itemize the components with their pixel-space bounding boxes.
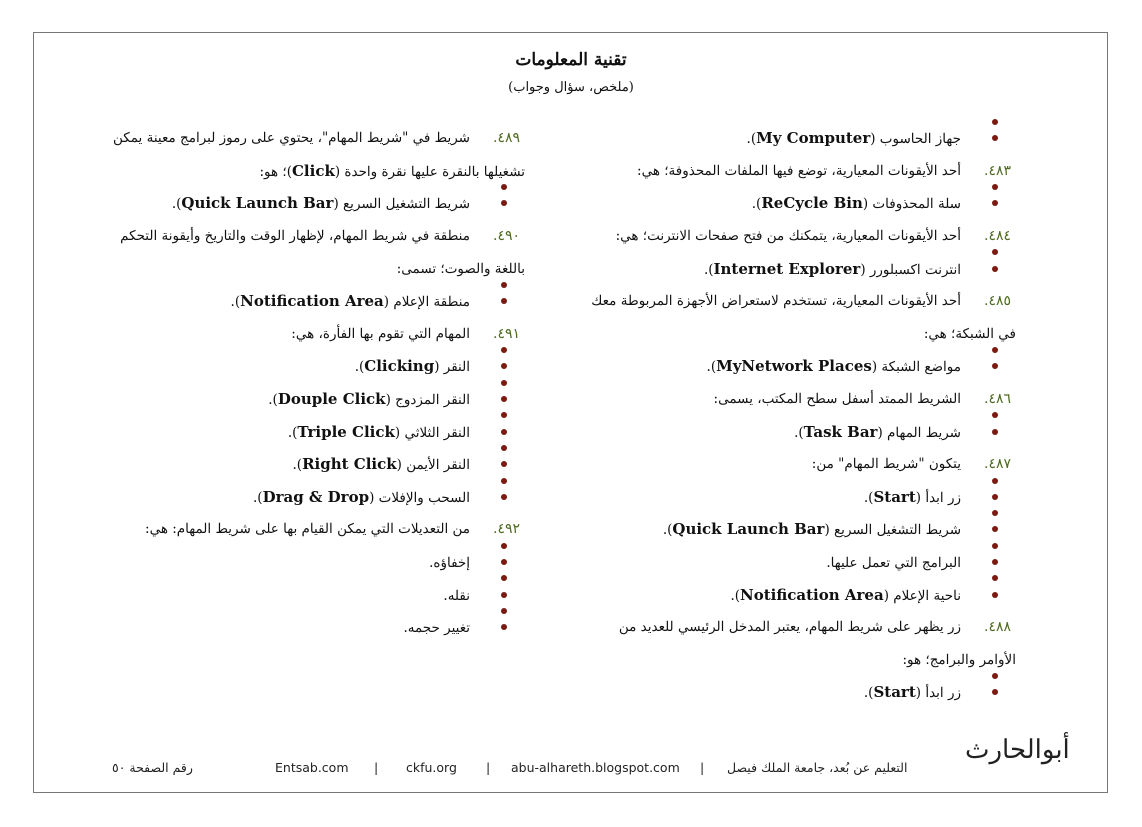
arabic-text: أحد الأيقونات المعيارية، تستخدم لاستعراض الأجهزة المربوطة معك — [591, 293, 961, 310]
english-term: Notification Area — [740, 585, 884, 604]
left-column — [5, 122, 525, 644]
arabic-text: البرامج التي تعمل عليها. — [826, 555, 961, 572]
arabic-text: في الشبكة؛ هي: — [923, 325, 1016, 342]
english-term: Task Bar — [803, 422, 878, 441]
arabic-text: الشريط الممتد أسفل سطح المكتب، يسمى: — [713, 391, 961, 408]
arabic-text: منطقة الإعلام ( — [383, 294, 470, 311]
item-text — [619, 619, 961, 635]
question-number: ٤٨٦. — [983, 391, 1011, 408]
answer-row — [292, 448, 525, 481]
english-term: Right Click — [302, 455, 397, 474]
continuation-row — [496, 318, 1016, 351]
closing-text: ). — [863, 685, 874, 702]
closing-text: ). — [253, 489, 263, 506]
english-term: Drag & Drop — [262, 487, 370, 506]
question-number: ٤٨٨. — [983, 619, 1011, 636]
arabic-text: النقر الأيمن ( — [396, 457, 470, 474]
item-text — [752, 194, 961, 212]
item-text — [826, 553, 961, 571]
answer-row — [443, 578, 525, 611]
answer-row — [794, 415, 1016, 448]
answer-row — [703, 252, 1016, 285]
arabic-text: جهاز الحاسوب ( — [870, 131, 961, 148]
closing-text: ). — [230, 294, 241, 311]
question-row — [496, 220, 1016, 253]
footer-site-entsab[interactable]: Entsab.com — [275, 760, 349, 775]
answer-row — [403, 611, 525, 644]
arabic-text: شريط في "شريط المهام"، يحتوي على رموز لبرامج معينة يمكن — [113, 130, 470, 147]
page-subtitle: (ملخص، سؤال وجواب) — [508, 80, 634, 95]
item-text — [924, 326, 1016, 342]
english-term: Douple Click — [277, 390, 386, 409]
item-text — [591, 293, 961, 309]
arabic-text: تغيير حجمه. — [403, 620, 470, 637]
arabic-text: زر ابدأ ( — [915, 489, 961, 506]
footer-separator: | — [486, 760, 491, 775]
footer-site-blog[interactable]: abu-alhareth.blogspot.com — [511, 760, 680, 775]
closing-text: ). — [751, 196, 762, 213]
arabic-text: المهام التي تقوم بها الفأرة، هي: — [291, 325, 470, 342]
arabic-text: من التعديلات التي يمكن القيام بها على شريط المهام: هي: — [145, 521, 470, 538]
continuation-row — [5, 252, 525, 285]
continuation-row — [496, 644, 1016, 677]
closing-text: ). — [706, 359, 717, 376]
item-text — [616, 228, 961, 244]
answer-row — [429, 546, 525, 579]
arabic-text: أحد الأيقونات المعيارية، توضع فيها الملفات المحذوفة؛ هي: — [637, 162, 961, 179]
english-term: Notification Area — [240, 292, 384, 311]
footer-separator: | — [700, 760, 705, 775]
question-row — [5, 122, 525, 155]
arabic-text: الأوامر والبرامج؛ هو: — [902, 651, 1016, 668]
answer-row — [287, 415, 525, 448]
item-text — [291, 326, 470, 342]
closing-text: ). — [171, 196, 182, 213]
question-row — [5, 318, 525, 351]
english-term: ReCycle Bin — [761, 194, 863, 213]
closing-text: ). — [292, 457, 303, 474]
answer-row — [171, 187, 525, 220]
page-title: تقنية المعلومات — [515, 50, 627, 70]
question-row — [496, 611, 1016, 644]
answer-row — [268, 383, 525, 416]
arabic-text: تشغيلها بالنقرة عليها نقرة واحدة ( — [334, 163, 525, 180]
item-text — [231, 292, 470, 310]
closing-text: ). — [287, 424, 298, 441]
english-term: MyNetwork Places — [716, 357, 872, 376]
item-text — [794, 423, 961, 441]
english-term: Start — [873, 487, 916, 506]
question-number: ٤٩٠. — [492, 228, 520, 245]
english-term: Quick Launch Bar — [181, 194, 334, 213]
question-number: ٤٩٢. — [492, 521, 520, 538]
question-row — [496, 155, 1016, 188]
arabic-text: شريط التشغيل السريع ( — [333, 196, 470, 213]
item-text — [864, 488, 961, 506]
english-term: Start — [873, 683, 916, 702]
item-text — [730, 586, 961, 604]
question-number: ٤٩١. — [492, 325, 520, 342]
arabic-text: إخفاؤه. — [429, 555, 470, 572]
arabic-text: نقله. — [443, 587, 470, 604]
item-text — [443, 586, 470, 604]
item-text — [663, 520, 961, 538]
arabic-text: أحد الأيقونات المعيارية، يتمكنك من فتح صفحات الانترنت؛ هي: — [615, 228, 961, 245]
answer-row — [746, 122, 1016, 155]
arabic-text: شريط التشغيل السريع ( — [824, 522, 961, 539]
english-term: Triple Click — [297, 422, 395, 441]
question-number: ٤٨٤. — [983, 228, 1011, 245]
footer-site-ckfu[interactable]: ckfu.org — [406, 760, 457, 775]
item-text — [172, 194, 470, 212]
item-text — [403, 618, 470, 636]
item-text — [253, 488, 470, 506]
arabic-text: يتكون "شريط المهام" من: — [811, 456, 961, 473]
closing-text: ). — [354, 359, 365, 376]
arabic-text: زر ابدأ ( — [915, 685, 961, 702]
question-row — [5, 513, 525, 546]
arabic-text: النقر الثلاثي ( — [394, 424, 470, 441]
answer-row — [662, 513, 1016, 546]
arabic-text: باللغة والصوت؛ تسمى: — [396, 260, 525, 277]
arabic-text: منطقة في شريط المهام، لإظهار الوقت والتاريخ وأيقونة التحكم — [120, 228, 470, 245]
arabic-text: شريط المهام ( — [877, 424, 961, 441]
item-text — [637, 163, 961, 179]
answer-row — [863, 676, 1016, 709]
item-text — [864, 683, 961, 701]
continuation-row — [5, 155, 525, 188]
item-text — [429, 553, 470, 571]
item-text — [747, 129, 961, 147]
arabic-text: زر يظهر على شريط المهام، يعتبر المدخل الرئيسي للعديد من — [618, 619, 961, 636]
item-text — [113, 130, 470, 146]
question-row — [5, 220, 525, 253]
item-text — [268, 390, 470, 408]
closing-text: ). — [268, 392, 278, 409]
answer-row — [230, 285, 525, 318]
footer-separator: | — [374, 760, 379, 775]
item-text — [714, 391, 961, 407]
item-text — [259, 162, 525, 180]
question-number: ٤٨٧. — [983, 456, 1011, 473]
answer-row — [826, 546, 1016, 579]
item-text — [704, 260, 961, 278]
answer-row — [354, 350, 525, 383]
english-term: Click — [291, 161, 335, 180]
answer-row — [253, 481, 525, 514]
closing-text: ). — [662, 522, 673, 539]
english-term: Internet Explorer — [713, 259, 861, 278]
arabic-text: مواضع الشبكة ( — [871, 359, 961, 376]
answer-row — [730, 578, 1016, 611]
footer-institution: التعليم عن بُعد، جامعة الملك فيصل — [727, 760, 908, 775]
footer-page-number: رقم الصفحة ٥٠ — [112, 760, 193, 775]
arabic-text: النقر المزدوج ( — [385, 392, 470, 409]
item-text — [707, 357, 961, 375]
item-text — [288, 423, 470, 441]
closing-text: ). — [794, 424, 804, 441]
english-term: My Computer — [756, 129, 871, 148]
question-row — [496, 448, 1016, 481]
answer-row — [751, 187, 1016, 220]
item-text — [355, 357, 470, 375]
question-number: ٤٨٣. — [983, 162, 1011, 179]
signature-logo: أبوالحارث — [965, 735, 1070, 765]
closing-text: ). — [730, 587, 741, 604]
question-row — [496, 285, 1016, 318]
english-term: Quick Launch Bar — [672, 520, 825, 539]
item-text — [293, 455, 471, 473]
arabic-text: السحب والإفلات ( — [369, 489, 470, 506]
item-text — [397, 261, 525, 277]
arabic-text: سلة المحذوفات ( — [862, 196, 961, 213]
item-text — [902, 652, 1016, 668]
answer-row — [706, 350, 1016, 383]
question-number: ٤٨٥. — [983, 293, 1011, 310]
question-row — [496, 383, 1016, 416]
arabic-text: انترنت اكسبلورر ( — [860, 261, 961, 278]
english-term: Clicking — [364, 357, 435, 376]
closing-text: ). — [863, 489, 874, 506]
arabic-text: ناحية الإعلام ( — [883, 587, 961, 604]
right-column — [496, 122, 1016, 709]
question-number: ٤٨٩. — [492, 130, 520, 147]
item-text — [145, 521, 470, 537]
answer-row — [863, 481, 1016, 514]
closing-text: ). — [703, 261, 714, 278]
item-text — [812, 456, 961, 472]
closing-text: )؛ هو: — [259, 163, 292, 180]
closing-text: ). — [746, 131, 757, 148]
arabic-text: النقر ( — [434, 359, 470, 376]
item-text — [120, 228, 470, 244]
